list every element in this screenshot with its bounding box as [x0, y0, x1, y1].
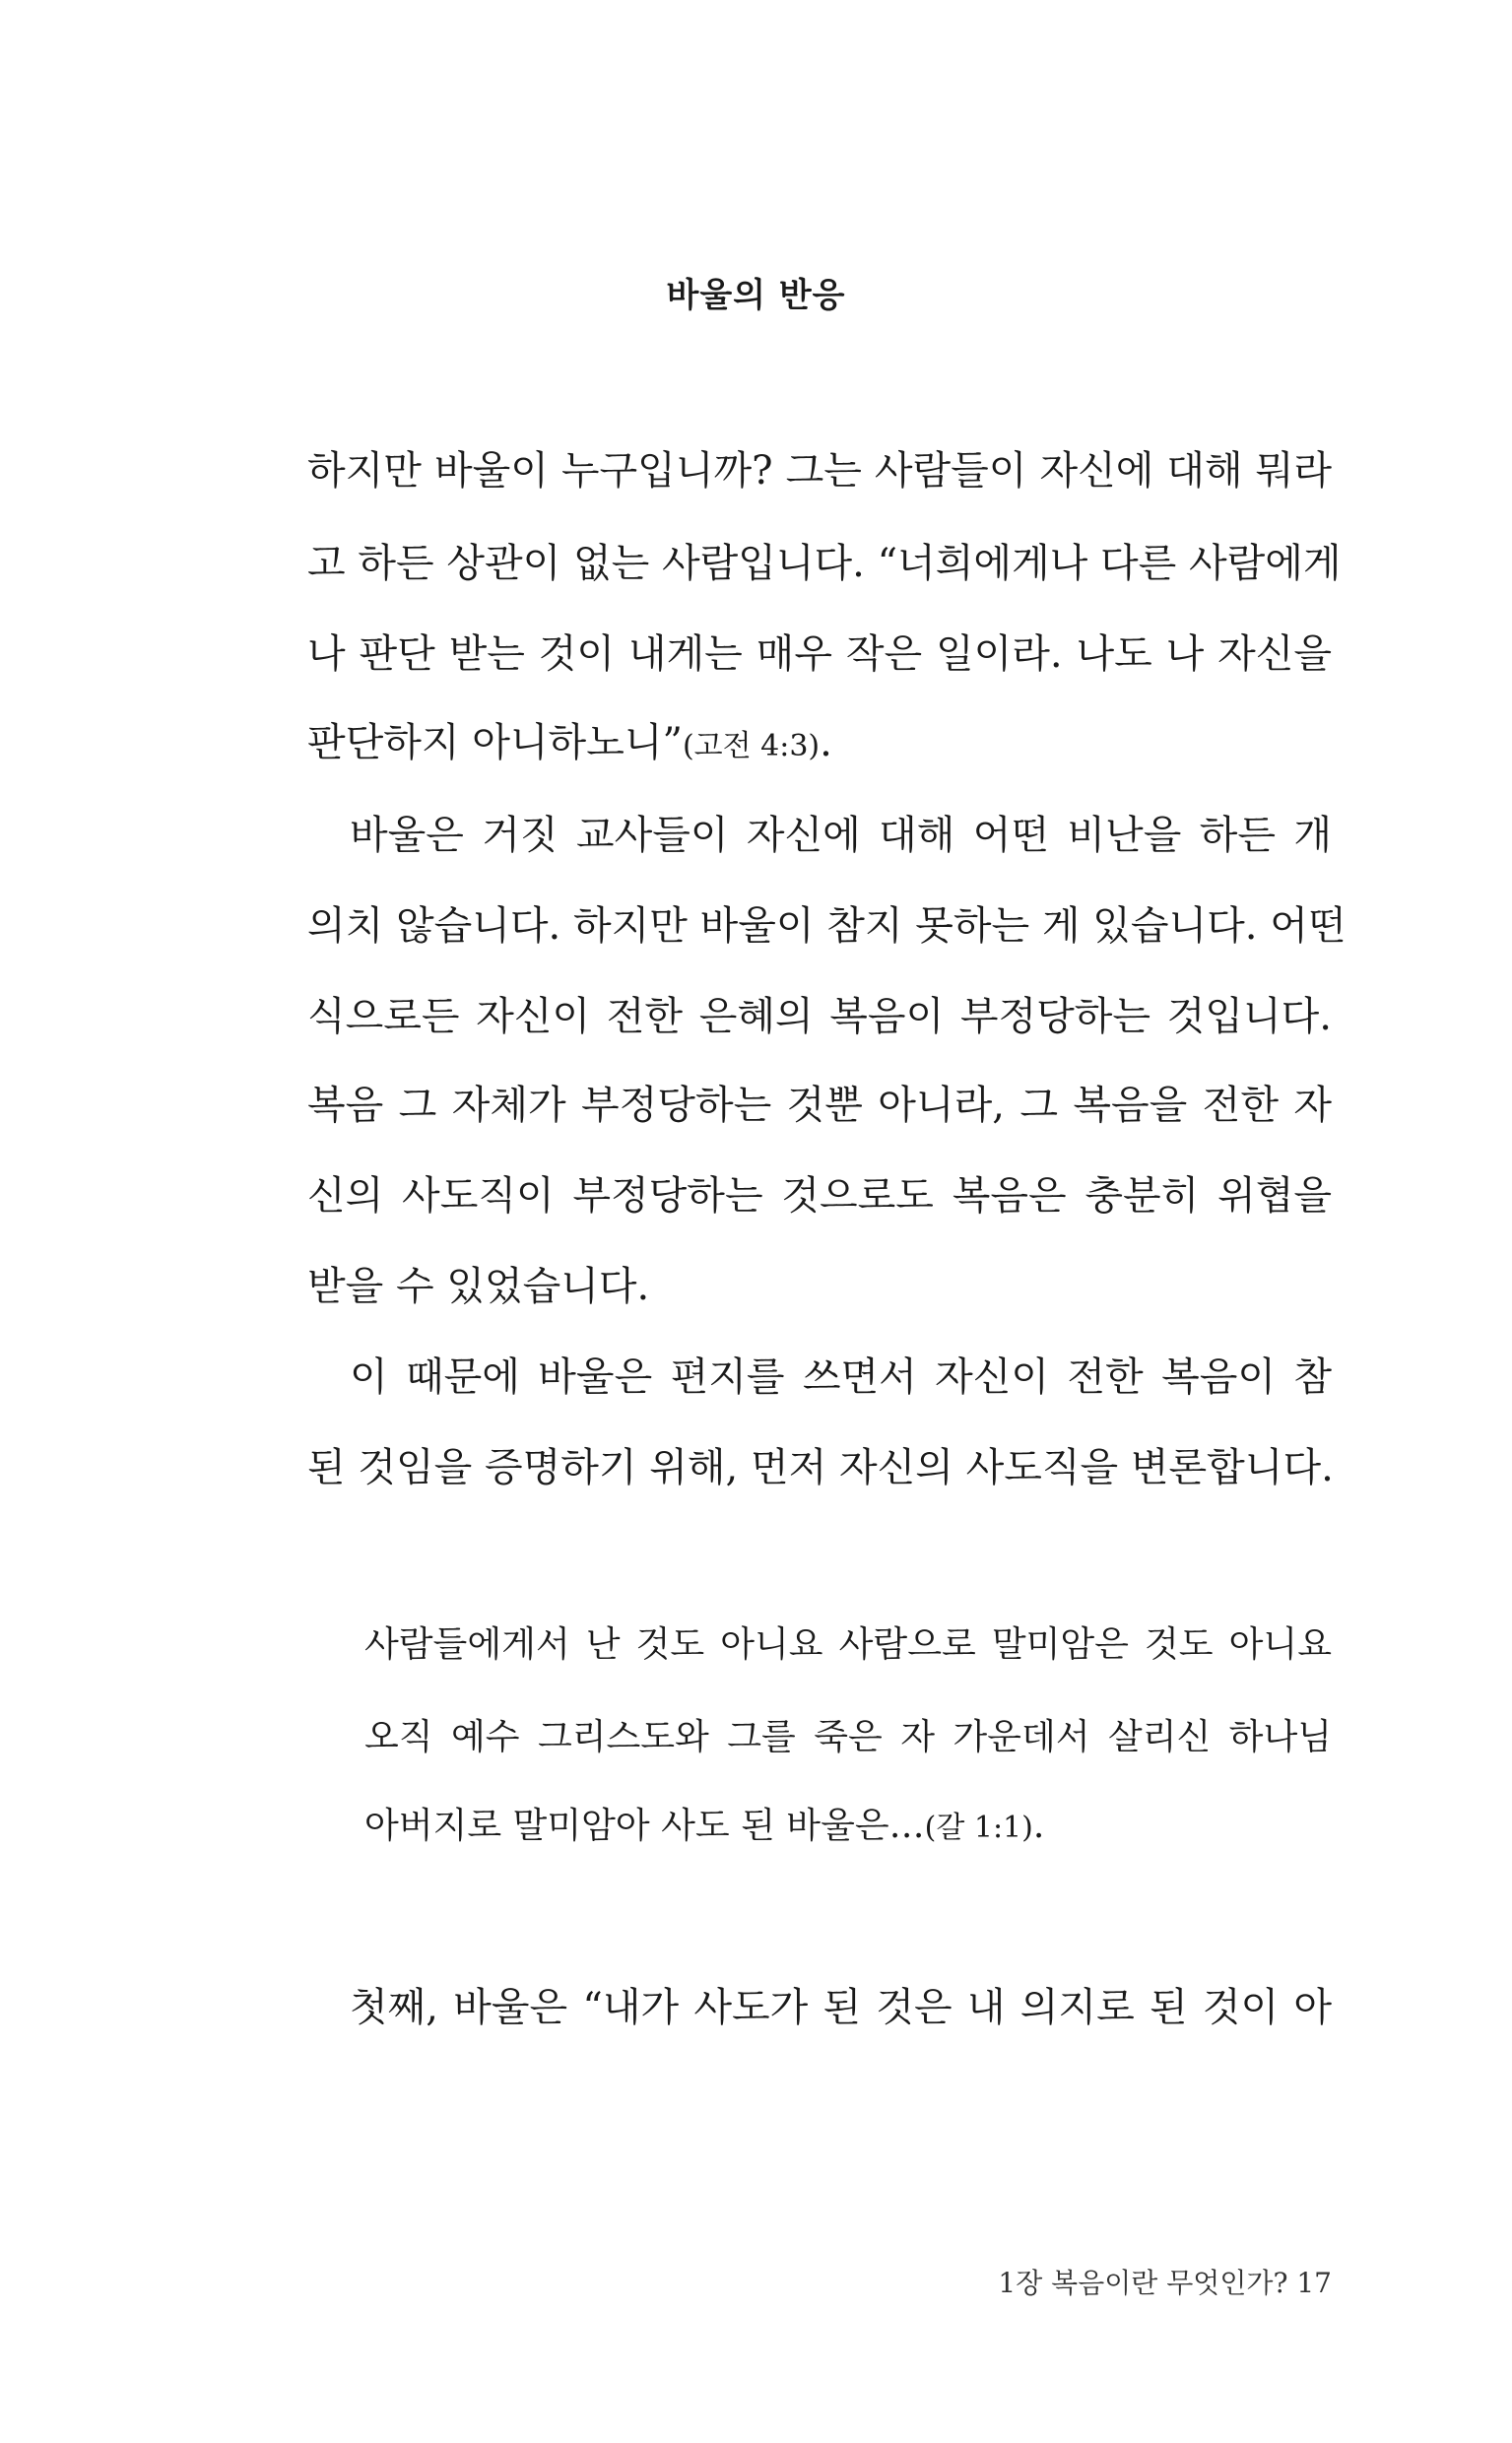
paragraph-line: 신의 사도직이 부정당하는 것으로도 복음은 충분히 위협을	[307, 1173, 1332, 1219]
scripture-reference: (갈 1:1)	[924, 1811, 1033, 1845]
scripture-reference: (고전 4:3)	[682, 729, 821, 763]
paragraph-line: 된 것임을 증명하기 위해, 먼저 자신의 사도직을 변론합니다.	[307, 1445, 1334, 1490]
paragraph-line: 바울은 거짓 교사들이 자신에 대해 어떤 비난을 하든 개	[350, 813, 1332, 858]
running-chapter-title: 1장 복음이란 무엇인가?	[998, 2267, 1288, 2299]
paragraph-text: 판단하지 아니하노니”	[307, 720, 683, 765]
page-footer	[998, 2262, 1332, 2301]
paragraph-line: 의치 않습니다. 하지만 바울이 참지 못하는 게 있습니다. 어떤	[307, 903, 1347, 949]
paragraph-line: 나 판단 받는 것이 내게는 매우 작은 일이라. 나도 나 자신을	[307, 631, 1332, 677]
paragraph-line: 복음 그 자체가 부정당하는 것뿐 아니라, 그 복음을 전한 자	[307, 1083, 1332, 1128]
section-title: 바울의 반응	[666, 276, 846, 315]
paragraph-line: 고 하든 상관이 없는 사람입니다. “너희에게나 다른 사람에게	[307, 541, 1342, 586]
paragraph-line	[307, 717, 1332, 772]
paragraph-line: 받을 수 있었습니다.	[307, 1264, 650, 1309]
paragraph-line: 식으로든 자신이 전한 은혜의 복음이 부정당하는 것입니다.	[307, 994, 1332, 1039]
paragraph-line: 첫째, 바울은 “내가 사도가 된 것은 내 의지로 된 것이 아	[350, 1985, 1332, 2030]
quote-line: 오직 예수 그리스도와 그를 죽은 자 가운데서 살리신 하나님	[364, 1717, 1332, 1757]
quote-line: 사람들에게서 난 것도 아니요 사람으로 말미암은 것도 아니요	[364, 1624, 1332, 1665]
period: .	[820, 720, 832, 765]
period: .	[1032, 1806, 1045, 1846]
page-number: 17	[1296, 2267, 1332, 2299]
quote-text: 아버지로 말미암아 사도 된 바울은…	[364, 1806, 925, 1846]
paragraph-line: 하지만 바울이 누구입니까? 그는 사람들이 자신에 대해 뭐라	[307, 448, 1332, 494]
quote-line	[364, 1803, 1332, 1852]
paragraph-line: 이 때문에 바울은 편지를 쓰면서 자신이 전한 복음이 참	[350, 1354, 1332, 1400]
